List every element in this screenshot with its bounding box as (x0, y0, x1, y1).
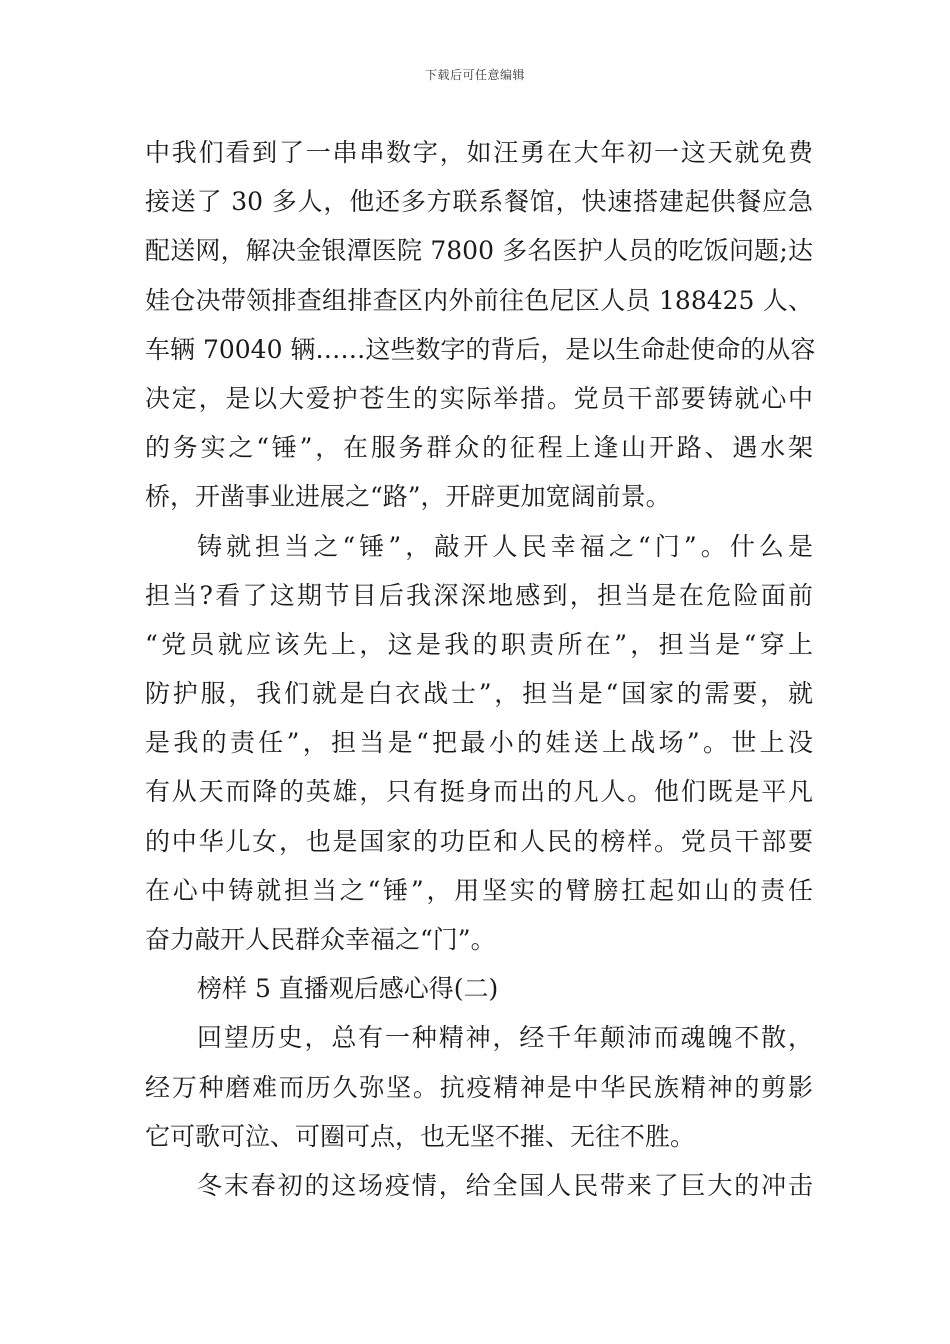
text-line: 桥，开凿事业进展之“路”，开辟更加宽阔前景。 (145, 482, 671, 512)
text-line: 配送网，解决金银潭医院 7800 多名医护人员的吃饭问题;达 (145, 236, 813, 266)
document-body (145, 128, 816, 1210)
text-line: 在心中铸就担当之“锤”，用坚实的臂膀扛起如山的责任 (145, 875, 813, 905)
page-header: 下载后可任意编辑 (424, 68, 525, 82)
text-line: 经万种磨难而历久弥坚。抗疫精神是中华民族精神的剪影 (145, 1072, 813, 1102)
text-line: 有从天而降的英雄，只有挺身而出的凡人。他们既是平凡 (145, 777, 813, 807)
text-line: 娃仓决带领排查组排查区内外前往色尼区人员 188425 人、 (145, 285, 813, 315)
text-line: 的中华儿女，也是国家的功臣和人民的榜样。党员干部要 (145, 826, 813, 856)
text-line: 冬末春初的这场疫情，给全国人民带来了巨大的冲击 (197, 1170, 813, 1200)
text-line: 担当?看了这期节目后我深深地感到，担当是在危险面前 (145, 580, 813, 610)
text-line: 的务实之“锤”，在服务群众的征程上逢山开路、遇水架 (145, 433, 813, 463)
text-line: 决定，是以大爱护苍生的实际举措。党员干部要铸就心中 (145, 383, 813, 413)
text-line: 防护服，我们就是白衣战士”，担当是“国家的需要，就 (145, 679, 813, 709)
text-line: 回望历史，总有一种精神，经千年颠沛而魂魄不散， (197, 1023, 813, 1053)
text-line: 中我们看到了一串串数字，如汪勇在大年初一这天就免费 (145, 138, 813, 167)
text-line: 它可歌可泣、可圈可点，也无坚不摧、无往不胜。 (145, 1121, 696, 1151)
text-line: 接送了 30 多人，他还多方联系餐馆，快速搭建起供餐应急 (145, 187, 813, 217)
text-line: 铸就担当之“锤”，敲开人民幸福之“门”。什么是 (197, 531, 813, 561)
text-line: “党员就应该先上，这是我的职责所在”，担当是“穿上 (145, 629, 813, 659)
text-line: 奋力敲开人民群众幸福之“门”。 (145, 925, 496, 954)
text-line: 是我的责任”，担当是“把最小的娃送上战场”。世上没 (145, 728, 813, 758)
text-line: 车辆 70040 辆……这些数字的背后，是以生命赴使命的从容 (145, 334, 816, 364)
section-heading: 榜样 5 直播观后感心得(二) (197, 974, 499, 1004)
